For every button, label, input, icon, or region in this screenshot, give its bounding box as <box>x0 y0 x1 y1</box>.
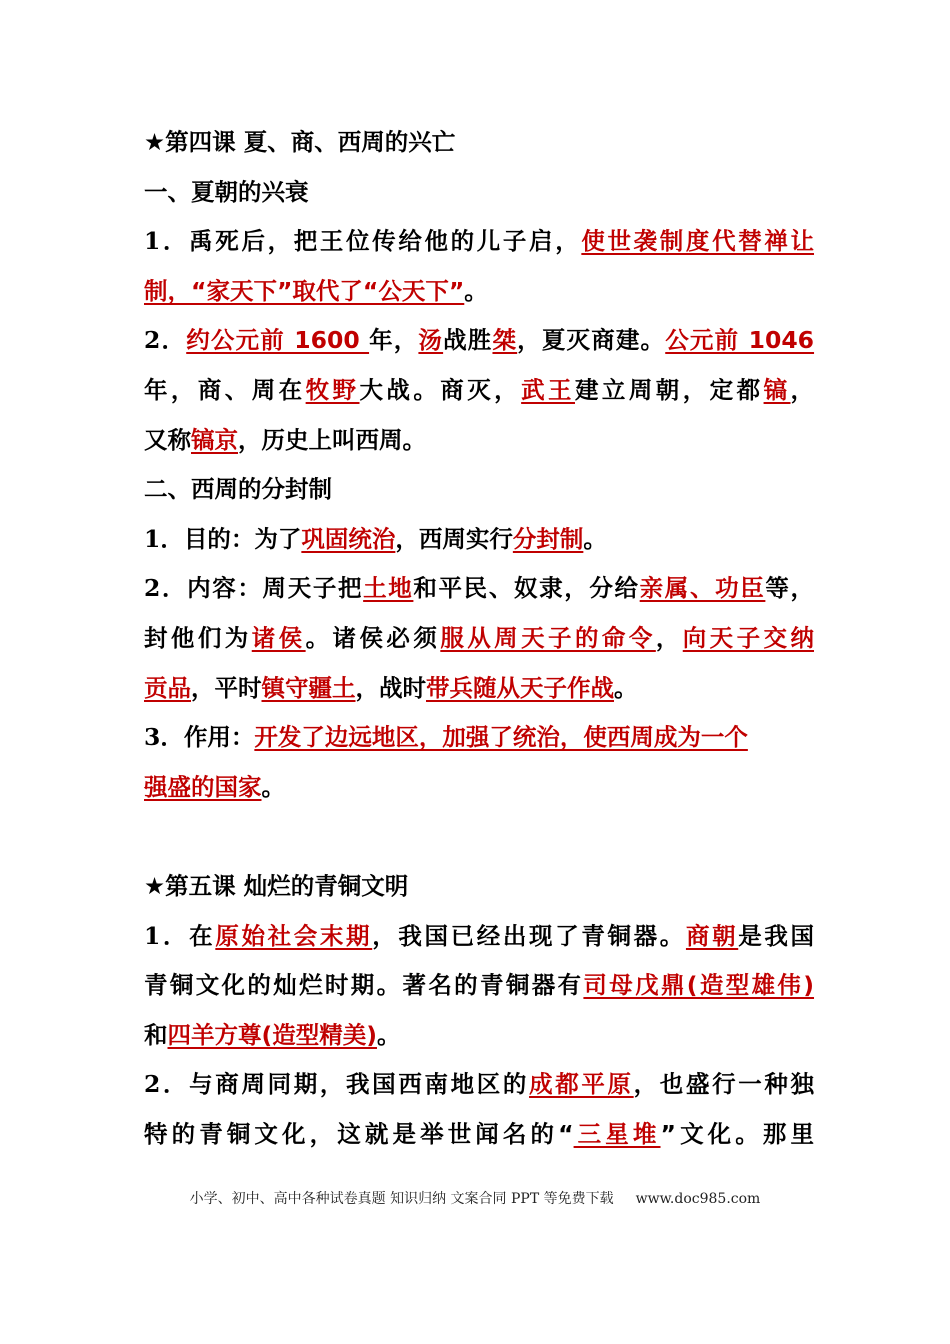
highlighted-answer: 镐京 <box>191 425 238 454</box>
item-number: 1． <box>144 524 184 553</box>
highlighted-answer: 牧野 <box>305 375 360 404</box>
lesson4-s2-item2-line3 <box>144 664 814 714</box>
lesson4-s2-item3-line2 <box>144 763 814 813</box>
lesson4-item1-line1 <box>144 217 814 267</box>
highlighted-answer: 成都平原 <box>529 1070 634 1099</box>
text-run: ，平时 <box>191 673 262 702</box>
lesson5-item2-line2 <box>144 1110 814 1160</box>
text-run: ”文化。那里 <box>660 1119 815 1148</box>
text-run: 战胜 <box>443 326 493 355</box>
text-run: 建立周朝，定都 <box>575 375 764 404</box>
text-run: 。 <box>261 772 285 801</box>
lesson5-item1-line1 <box>144 912 814 962</box>
text-run: 与商周同期，我国西南地区的 <box>189 1070 530 1099</box>
highlighted-answer: 亲属、功臣 <box>639 574 766 603</box>
lesson4-s2-item1 <box>144 515 814 565</box>
section2-title-text: 二、西周的分封制 <box>144 475 332 504</box>
lesson5-title-text: ★第五课 灿烂的青铜文明 <box>144 871 409 900</box>
highlighted-answer: 分封制 <box>512 524 584 553</box>
lesson4-title <box>144 118 814 168</box>
text-run: ，我国已经出现了青铜器。 <box>372 921 686 950</box>
text-run: 。 <box>376 1020 401 1049</box>
lesson4-s2-item2-line1 <box>144 564 814 614</box>
text-run: 内容：周天子把 <box>187 574 364 603</box>
highlighted-answer: 桀 <box>492 326 518 355</box>
lesson4-item2-line1 <box>144 316 814 366</box>
lesson4-s2-item3-line1 <box>144 713 814 763</box>
highlighted-answer: 巩固统治 <box>301 524 396 553</box>
highlighted-answer: 商朝 <box>685 921 739 950</box>
highlighted-answer: 三星堆 <box>573 1119 661 1148</box>
text-run: 和平民、奴隶，分给 <box>413 574 640 603</box>
text-run: ，夏灭商建。 <box>517 326 666 355</box>
footer-text: 小学、初中、高中各种试卷真题 知识归纳 文案合同 PPT 等免费下载 <box>189 1191 614 1207</box>
lesson4-title-text: ★第四课 夏、商、西周的兴亡 <box>144 128 456 156</box>
text-run: 青铜文化的灿烂时期。著名的青铜器有 <box>144 971 584 1000</box>
highlighted-answer: 贡品 <box>144 673 191 702</box>
page-footer <box>0 1188 950 1208</box>
item-number: 2． <box>144 326 187 355</box>
footer-site: www.doc985.com <box>635 1191 761 1207</box>
highlighted-answer: 约公元前 1600 <box>186 326 370 355</box>
highlighted-answer: 司母戊鼎(造型雄伟) <box>583 971 815 1000</box>
highlighted-answer: 使世袭制度代替禅让 <box>581 227 815 256</box>
document-body <box>144 118 814 1159</box>
lesson4-item2-line3 <box>144 416 814 466</box>
item-number: 1． <box>144 227 190 256</box>
highlighted-answer: 服从周天子的命令 <box>440 623 656 652</box>
text-run: 大战。商灭， <box>359 375 522 404</box>
highlighted-answer: 诸侯 <box>251 623 306 652</box>
lesson4-item1-line2 <box>144 267 814 317</box>
highlighted-answer: 制，“家天下”取代了“公天下” <box>144 276 465 305</box>
highlighted-answer: 公元前 1046 <box>665 326 815 355</box>
item-number: 3． <box>144 723 184 752</box>
text-run: 特的青铜文化，这就是举世闻名的“ <box>144 1119 574 1148</box>
lesson5-item1-line2 <box>144 961 814 1011</box>
lesson4-item2-line2 <box>144 366 814 416</box>
lesson4-section1-title <box>144 168 814 218</box>
text-run: ，历史上叫西周。 <box>238 425 426 454</box>
text-run: 作用： <box>183 723 255 752</box>
lesson4-section2-title <box>144 465 814 515</box>
text-run: 封他们为 <box>144 623 252 652</box>
text-run: 和 <box>144 1020 168 1049</box>
text-run: 在 <box>189 921 216 950</box>
text-run: 年， <box>369 326 419 355</box>
text-run: 是我国 <box>738 921 815 950</box>
highlighted-answer: 武王 <box>521 375 575 404</box>
text-run: ，西周实行 <box>395 524 513 553</box>
lesson5-title <box>144 862 814 912</box>
text-run: 等， <box>765 574 815 603</box>
highlighted-answer: 开发了边远地区，加强了统治，使西周成为一个 <box>254 723 748 752</box>
section1-title-text: 一、夏朝的兴衰 <box>144 177 309 206</box>
highlighted-answer: 强盛的国家 <box>144 772 262 801</box>
highlighted-answer: 汤 <box>418 326 444 355</box>
text-run: ，也盛行一种独 <box>633 1070 815 1099</box>
item-number: 2． <box>144 574 188 603</box>
highlighted-answer: 镇守疆土 <box>261 673 356 702</box>
text-run: 。 <box>464 276 488 305</box>
text-run: ，战时 <box>355 673 426 702</box>
lesson4-s2-item2-line2 <box>144 614 814 664</box>
text-run: 。诸侯必须 <box>305 623 441 652</box>
text-run: 。 <box>583 524 607 553</box>
highlighted-answer: 向天子交纳 <box>682 623 814 652</box>
text-run: 年，商、周在 <box>144 375 306 404</box>
highlighted-answer: 带兵随从天子作战 <box>426 673 614 702</box>
text-run: 又称 <box>144 425 191 454</box>
text-run: ， <box>655 623 683 652</box>
highlighted-answer: 四羊方尊(造型精美) <box>167 1020 377 1049</box>
text-run: 。 <box>614 673 638 702</box>
highlighted-answer: 镐 <box>763 375 791 404</box>
item-number: 1． <box>144 921 190 950</box>
text-run: 禹死后，把王位传给他的儿子启， <box>189 227 582 256</box>
blank-line <box>144 812 814 862</box>
lesson5-item1-line3 <box>144 1011 814 1061</box>
text-run: 目的：为了 <box>183 524 302 553</box>
highlighted-answer: 土地 <box>363 574 414 603</box>
item-number: 2． <box>144 1070 190 1099</box>
text-run: ， <box>790 375 814 404</box>
lesson5-item2-line1 <box>144 1060 814 1110</box>
highlighted-answer: 原始社会末期 <box>215 921 373 950</box>
